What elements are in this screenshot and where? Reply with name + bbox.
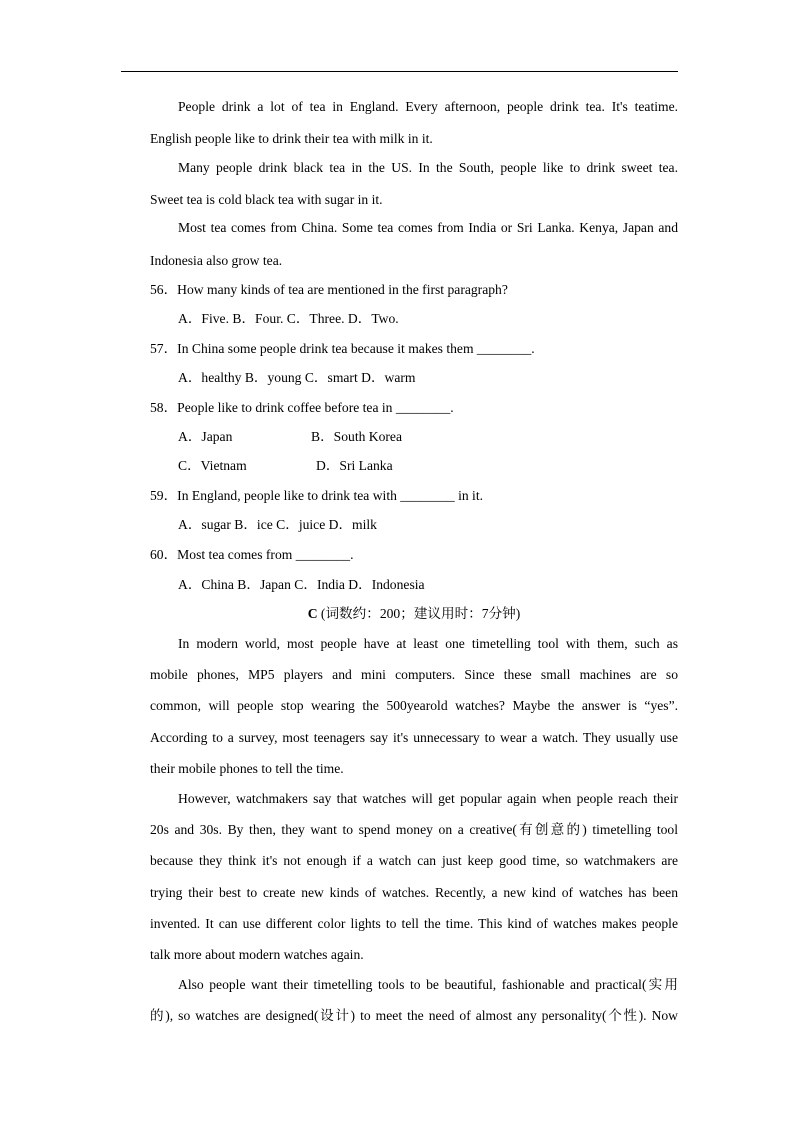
question-58-options-row1 <box>178 429 402 445</box>
passage-b-line: Many people drink black tea in the US. In the South, people like to drink sweet tea. <box>178 160 678 175</box>
passage-c-line: their mobile phones to tell the time. <box>150 761 344 776</box>
passage-c-line: 20s and 30s. By then, they want to spend money on a creative(有创意的) timetelling tool <box>150 822 678 837</box>
passage-c-line: common, will people stop wearing the 500yearold watches? Maybe the answer is “yes”. <box>150 698 678 713</box>
option-a: A．Japan <box>178 429 233 444</box>
question-57: 57．In China some people drink tea because it makes them ________. <box>150 341 535 356</box>
passage-c-line: mobile phones, MP5 players and mini computers. Since these small machines are so <box>150 667 678 682</box>
passage-b-line: Sweet tea is cold black tea with sugar in it. <box>150 192 383 207</box>
passage-c-line: However, watchmakers say that watches will get popular again when people reach their <box>178 791 678 806</box>
passage-b-line: People drink a lot of tea in England. Every afternoon, people drink tea. It's teatime. <box>178 99 678 114</box>
question-60: 60．Most tea comes from ________. <box>150 547 354 562</box>
question-56-options: A．Five. B．Four. C．Three. D．Two. <box>178 311 399 326</box>
question-58-options-row2 <box>178 458 393 474</box>
passage-c-line: 的), so watches are designed(设计) to meet the need of almost any personality(个性). Now <box>150 1008 678 1023</box>
question-58: 58．People like to drink coffee before tea in ________. <box>150 400 454 415</box>
question-57-options: A．healthy B．young C．smart D．warm <box>178 370 416 385</box>
passage-c-line: talk more about modern watches again. <box>150 947 364 962</box>
passage-c-line: because they think it's not enough if a watch can just keep good time, so watchmakers are <box>150 853 678 868</box>
passage-b-line: Most tea comes from China. Some tea comes from India or Sri Lanka. Kenya, Japan and <box>178 220 678 235</box>
passage-b-line: Indonesia also grow tea. <box>150 253 283 268</box>
question-59: 59．In England, people like to drink tea with ________ in it. <box>150 488 483 503</box>
option-b: B．South Korea <box>311 429 402 444</box>
section-c-heading <box>150 606 678 622</box>
passage-c-line: Also people want their timetelling tools to be beautiful, fashionable and practical(实用 <box>178 977 678 992</box>
passage-c-line: According to a survey, most teenagers say it's unnecessary to wear a watch. They usually use <box>150 730 678 745</box>
section-c-info: (词数约：200；建议用时：7分钟) <box>317 606 521 621</box>
question-56: 56．How many kinds of tea are mentioned in the first paragraph? <box>150 282 508 297</box>
section-c-letter: C <box>307 606 318 621</box>
passage-b-line: English people like to drink their tea with milk in it. <box>150 131 433 146</box>
question-59-options: A．sugar B．ice C．juice D．milk <box>178 517 377 532</box>
passage-c-line: In modern world, most people have at least one timetelling tool with them, such as <box>178 636 678 651</box>
passage-c-line: trying their best to create new kinds of watches. Recently, a new kind of watches has been <box>150 885 678 900</box>
passage-c-line: invented. It can use different color lights to tell the time. This kind of watches makes people <box>150 916 678 931</box>
option-d: D．Sri Lanka <box>316 458 393 473</box>
question-60-options: A．China B．Japan C．India D．Indonesia <box>178 577 425 592</box>
header-rule <box>121 71 678 72</box>
option-c: C．Vietnam <box>178 458 247 473</box>
